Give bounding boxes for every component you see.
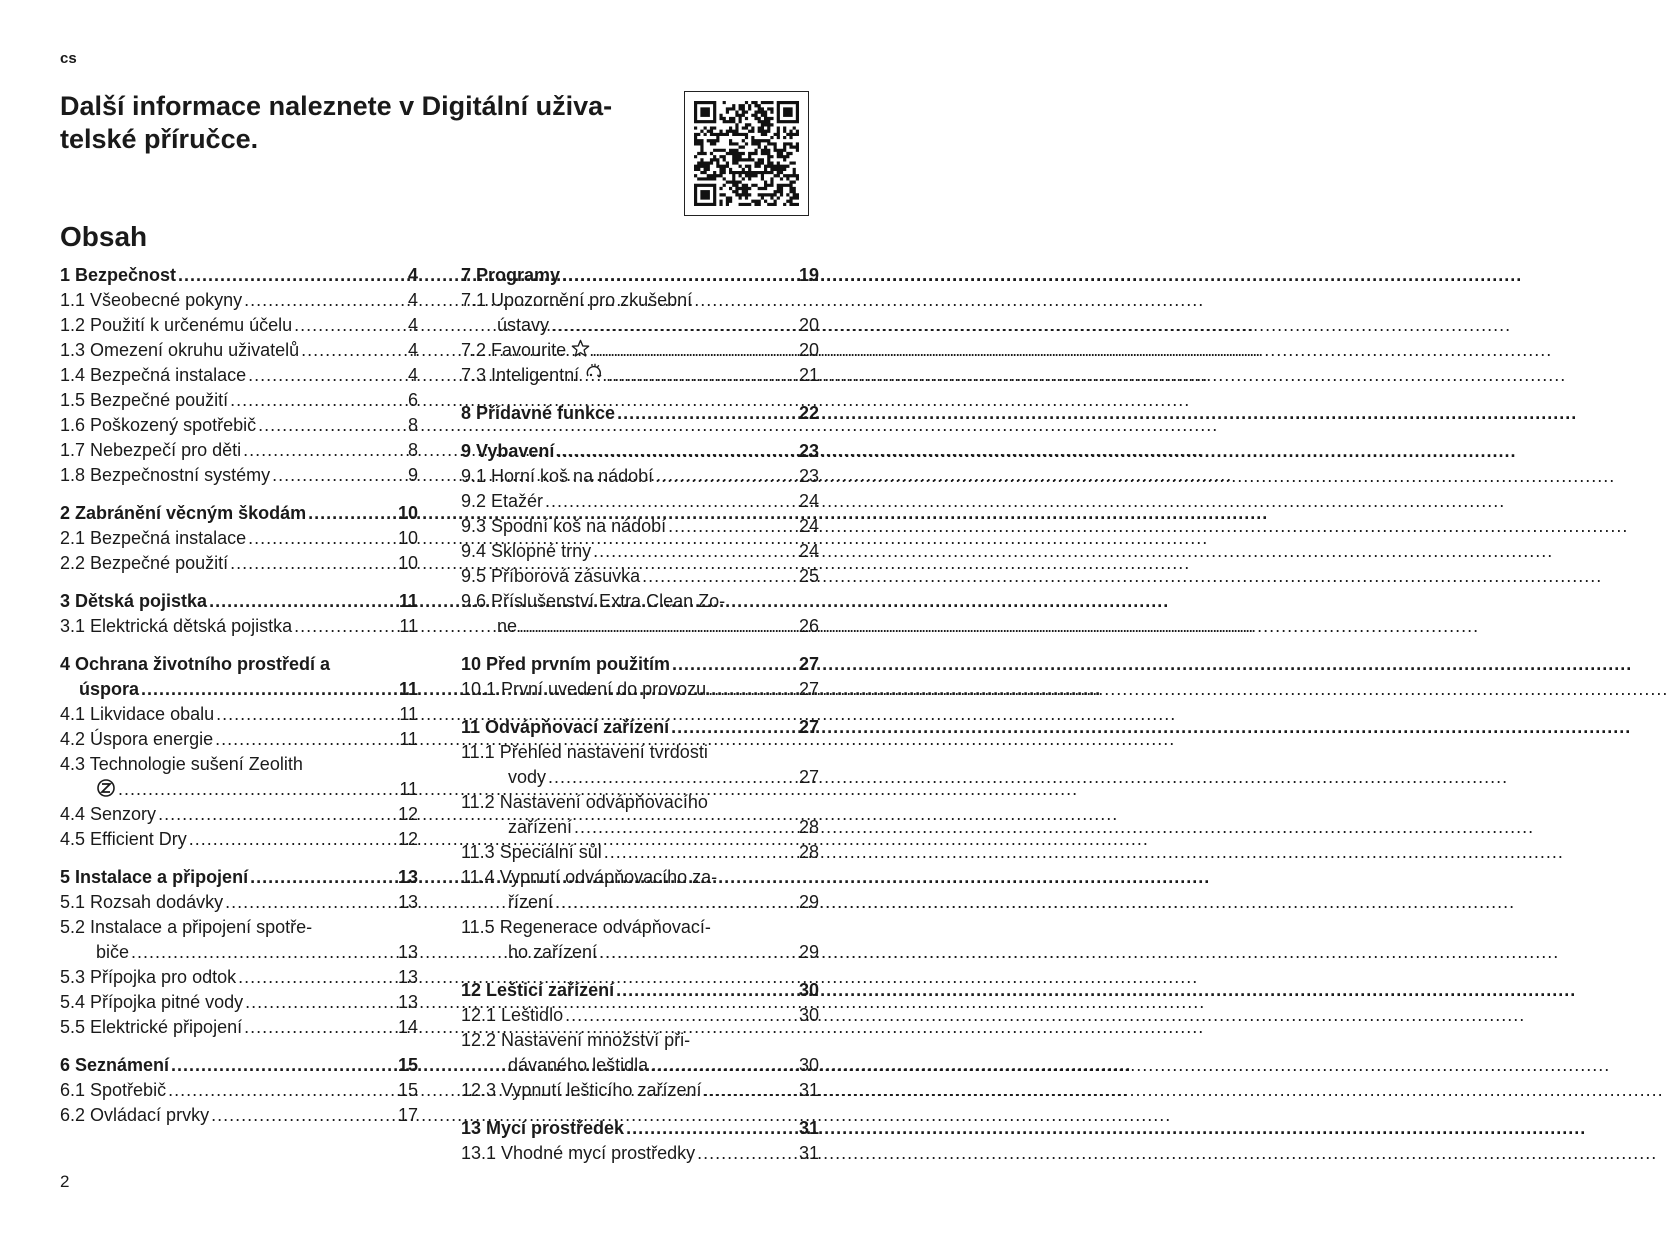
dot-leader	[171, 1053, 392, 1078]
entry-number: 7.2	[461, 340, 487, 360]
entry-page: 20	[798, 315, 819, 335]
dot-leader	[294, 614, 392, 639]
entry-page: 23	[798, 466, 819, 486]
page-number: 2	[60, 1172, 70, 1191]
entry-label: 2.2 Bezpečné použití	[60, 553, 229, 573]
toc-section-11	[461, 715, 819, 965]
toc-entry[interactable]	[60, 463, 418, 488]
entry-label: 13 Mycí prostředek	[461, 1118, 625, 1138]
entry-page: 4	[407, 365, 418, 385]
entry-page: 19	[798, 265, 819, 285]
entry-label: ho zařízení	[508, 942, 598, 962]
entry-page: 13	[397, 967, 418, 987]
entry-label: 5.5 Elektrické připojení	[60, 1017, 243, 1037]
entry-label: 1.3 Omezení okruhu uživatelů	[60, 340, 300, 360]
entry-label: 1.5 Bezpečné použití	[60, 390, 229, 410]
entry-label	[461, 363, 604, 388]
dot-leader	[211, 1103, 392, 1128]
entry-label: 12.3 Vypnutí lešticího zařízení	[461, 1080, 702, 1100]
dot-leader	[250, 865, 392, 890]
entry-label: úspora	[79, 679, 140, 699]
toc-entry[interactable]	[60, 363, 418, 388]
toc-right-column	[461, 263, 819, 1179]
entry-page: 4	[407, 340, 418, 360]
entry-page: 30	[798, 1055, 819, 1075]
entry-page: 11	[399, 779, 418, 799]
entry-page: 4	[407, 315, 418, 335]
entry-label: 9.2 Etažér	[461, 491, 544, 511]
entry-page: 27	[798, 679, 819, 699]
toc-entry[interactable]	[60, 526, 418, 551]
dot-leader	[238, 965, 392, 990]
entry-page: 27	[798, 654, 819, 674]
entry-label	[461, 338, 590, 363]
dot-leader	[141, 677, 392, 702]
entry-page: 24	[798, 491, 819, 511]
entry-label: 12 Lešticí zařízení	[461, 980, 615, 1000]
entry-page: 10	[397, 503, 418, 523]
entry-label: 6.1 Spotřebič	[60, 1080, 167, 1100]
intelligent-program-icon	[584, 363, 604, 383]
entry-page: 27	[798, 767, 819, 787]
toc-entry[interactable]	[461, 401, 819, 426]
dot-leader	[245, 990, 392, 1015]
entry-label: 1.7 Nebezpečí pro děti	[60, 440, 242, 460]
entry-label: 9.5 Příborová zásuvka	[461, 566, 641, 586]
dot-leader	[131, 940, 392, 965]
toc-entry[interactable]	[60, 890, 418, 915]
toc-entry[interactable]	[60, 1103, 418, 1128]
entry-page: 11	[399, 616, 418, 636]
toc-entry[interactable]	[461, 652, 819, 677]
toc-section-6	[60, 1053, 418, 1128]
toc-entry[interactable]	[461, 677, 819, 702]
entry-number: 7.3	[461, 365, 487, 385]
entry-label: 4.1 Likvidace obalu	[60, 704, 215, 724]
toc-section-2	[60, 501, 418, 576]
toc-entry[interactable]	[461, 313, 819, 338]
entry-page: 30	[798, 1005, 819, 1025]
toc-entry[interactable]	[461, 1078, 819, 1103]
entry-label: 4.4 Senzory	[60, 804, 157, 824]
entry-text: Inteligentní	[491, 365, 580, 385]
star-icon	[571, 339, 590, 358]
dot-leader	[655, 464, 793, 489]
entry-label: 6.2 Ovládací prvky	[60, 1105, 210, 1125]
entry-page: 26	[798, 616, 819, 636]
entry-page: 13	[397, 992, 418, 1012]
entry-label: 12.1 Leštidlo	[461, 1005, 564, 1025]
entry-label: 9.1 Horní koš na nádobí	[461, 466, 654, 486]
entry-label: 1.1 Všeobecné pokyny	[60, 290, 243, 310]
toc-entry[interactable]	[461, 715, 819, 740]
headline-line-1: Další informace naleznete v Digitální uživa-	[60, 91, 613, 121]
entry-page: 28	[798, 842, 819, 862]
toc-entry[interactable]	[60, 865, 418, 890]
dot-leader	[650, 1053, 793, 1078]
entry-page: 8	[407, 415, 418, 435]
entry-page: 17	[397, 1105, 418, 1125]
entry-label: 5.1 Rozsah dodávky	[60, 892, 224, 912]
toc-entry[interactable]	[60, 727, 418, 752]
toc-entry[interactable]	[461, 1053, 819, 1078]
entry-page: 11	[398, 591, 418, 611]
dot-leader	[168, 1078, 392, 1103]
entry-page: 24	[798, 541, 819, 561]
toc-entry[interactable]	[461, 564, 819, 589]
toc-section-13	[461, 1116, 819, 1166]
dot-leader	[668, 514, 793, 539]
toc-entry[interactable]	[60, 965, 418, 990]
toc-entry[interactable]	[60, 940, 418, 965]
entry-page: 13	[397, 892, 418, 912]
entry-label: 1.2 Použití k určenému účelu	[60, 315, 293, 335]
entry-page: 11	[399, 704, 418, 724]
entry-label: 3.1 Elektrická dětská pojistka	[60, 616, 293, 636]
entry-page: 12	[397, 804, 418, 824]
dot-leader	[216, 702, 392, 727]
dot-leader	[301, 338, 392, 363]
entry-page: 23	[798, 441, 819, 461]
dot-leader	[604, 840, 793, 865]
entry-label: 1.6 Poškozený spotřebič	[60, 415, 257, 435]
toc-entry-line-1[interactable]: 11.1 Přehled nastavení tvrdosti	[461, 742, 708, 762]
toc-entry[interactable]	[60, 777, 418, 802]
dot-leader	[178, 263, 392, 288]
toc-left-column	[60, 263, 418, 1141]
entry-page: 11	[398, 679, 418, 699]
toc-entry-line-1[interactable]: 9.6 Příslušenství Extra Clean Zo-	[461, 591, 726, 611]
toc-entry-line-1[interactable]: 5.2 Instalace a připojení spotře-	[60, 917, 313, 937]
entry-label: 4.5 Efficient Dry	[60, 829, 187, 849]
entry-label: 5.4 Přípojka pitné vody	[60, 992, 244, 1012]
entry-label: 3 Dětská pojistka	[60, 591, 208, 611]
entry-page: 10	[397, 528, 418, 548]
toc-entry[interactable]	[461, 1116, 819, 1141]
toc-entry[interactable]	[60, 338, 418, 363]
dot-leader	[189, 827, 392, 852]
toc-entry[interactable]	[60, 438, 418, 463]
toc-entry[interactable]	[60, 802, 418, 827]
toc-entry[interactable]	[60, 1078, 418, 1103]
entry-label: 6 Seznámení	[60, 1055, 170, 1075]
qr-code[interactable]	[684, 91, 809, 216]
toc-entry-line-1[interactable]: 11.5 Regenerace odvápňovací-	[461, 917, 711, 937]
digital-manual-headline	[60, 90, 670, 156]
toc-section-4	[60, 652, 418, 852]
entry-page: 24	[798, 516, 819, 536]
toc-entry[interactable]	[60, 1053, 418, 1078]
toc-section-8	[461, 401, 819, 426]
toc-entry-line-1[interactable]: 12.2 Nastavení množství při-	[461, 1030, 691, 1050]
toc-entry[interactable]	[461, 539, 819, 564]
entry-page: 25	[798, 566, 819, 586]
entry-text: Favourite	[491, 340, 567, 360]
entry-page: 29	[798, 942, 819, 962]
dot-leader	[230, 388, 392, 413]
dot-leader	[230, 551, 392, 576]
toc-entry[interactable]	[461, 439, 819, 464]
dot-leader	[272, 463, 392, 488]
entry-page: 14	[397, 1017, 418, 1037]
dot-leader	[243, 438, 392, 463]
dot-leader	[551, 313, 793, 338]
dot-leader	[209, 589, 392, 614]
entry-page: 12	[397, 829, 418, 849]
toc-entry[interactable]	[60, 677, 418, 702]
toc-entry[interactable]	[60, 288, 418, 313]
entry-page: 13	[397, 867, 418, 887]
entry-page: 15	[397, 1080, 418, 1100]
toc-section-7	[461, 263, 819, 388]
toc-entry[interactable]	[60, 388, 418, 413]
entry-label: 1 Bezpečnost	[60, 265, 177, 285]
entry-page: 8	[407, 440, 418, 460]
toc-entry-line-1[interactable]: 11.2 Nastavení odvápňovacího	[461, 792, 708, 812]
entry-page: 11	[399, 729, 418, 749]
dot-leader	[565, 1003, 793, 1028]
toc-section-12	[461, 978, 819, 1103]
toc-entry[interactable]	[60, 1015, 418, 1040]
toc-entry-line-1[interactable]: 11.4 Vypnutí odvápňovacího za-	[461, 867, 718, 887]
toc-entry[interactable]	[461, 363, 819, 388]
toc-entry[interactable]	[461, 614, 819, 639]
toc-section-1	[60, 263, 418, 488]
entry-label: 9.4 Sklopné trny	[461, 541, 592, 561]
entry-label: 11 Odvápňovací zařízení	[461, 717, 670, 737]
dot-leader	[225, 890, 392, 915]
dot-leader	[308, 501, 392, 526]
toc-entry[interactable]	[60, 501, 418, 526]
dot-leader	[626, 1116, 793, 1141]
entry-label: 5.3 Přípojka pro odtok	[60, 967, 237, 987]
qr-code-icon	[694, 101, 799, 206]
toc-entry-head-line-1[interactable]: 4 Ochrana životního prostředí a	[60, 654, 331, 674]
dot-leader	[555, 890, 793, 915]
entry-label: zařízení	[508, 817, 573, 837]
toc-section-9	[461, 439, 819, 639]
toc-entry[interactable]	[461, 890, 819, 915]
toc-section-3	[60, 589, 418, 639]
toc-entry[interactable]	[60, 614, 418, 639]
entry-label: 8 Přídavné funkce	[461, 403, 616, 423]
entry-page: 31	[798, 1118, 819, 1138]
toc-entry[interactable]	[60, 263, 418, 288]
toc-entry[interactable]	[60, 827, 418, 852]
toc-entry[interactable]	[461, 1141, 819, 1166]
entry-label: ne	[497, 616, 518, 636]
entry-page: 6	[407, 390, 418, 410]
toc-entry[interactable]	[461, 338, 819, 363]
dot-leader	[244, 1015, 392, 1040]
entry-label: 5 Instalace a připojení	[60, 867, 249, 887]
toc-entry[interactable]	[60, 313, 418, 338]
toc-section-5	[60, 865, 418, 1040]
dot-leader	[562, 263, 793, 288]
toc-entry[interactable]	[461, 263, 819, 288]
entry-page: 21	[798, 365, 819, 385]
toc-entry[interactable]	[60, 413, 418, 438]
dot-leader	[118, 777, 392, 802]
dot-leader	[294, 313, 392, 338]
dot-leader	[599, 940, 793, 965]
toc-section-10	[461, 652, 819, 702]
dot-leader	[548, 765, 793, 790]
dot-leader	[545, 489, 793, 514]
toc-title: Obsah	[60, 221, 148, 252]
toc-entry[interactable]	[461, 940, 819, 965]
entry-page: 20	[798, 340, 819, 360]
entry-label: biče	[96, 942, 130, 962]
entry-label: 9.3 Spodní koš na nádobí	[461, 516, 667, 536]
entry-label: 9 Vybavení	[461, 441, 555, 461]
dot-leader	[574, 815, 793, 840]
entry-label: 1.8 Bezpečnostní systémy	[60, 465, 271, 485]
dot-leader	[248, 363, 392, 388]
dot-leader	[616, 978, 793, 1003]
entry-page: 30	[798, 980, 819, 1000]
entry-label: 10.1 První uvedení do provozu	[461, 679, 707, 699]
entry-page: 4	[407, 265, 418, 285]
entry-label: 7 Programy	[461, 265, 561, 285]
entry-label: ústavy	[497, 315, 550, 335]
dot-leader	[708, 677, 793, 702]
toc-entry-line-1[interactable]: 7.1 Upozornění pro zkušební	[461, 290, 693, 310]
language-code: cs	[60, 50, 77, 67]
dot-leader	[592, 338, 793, 363]
headline-line-2: telské příručce.	[60, 124, 259, 154]
dot-leader	[556, 439, 793, 464]
toc-entry[interactable]	[461, 464, 819, 489]
dot-leader	[617, 401, 793, 426]
entry-label: 10 Před prvním použitím	[461, 654, 671, 674]
toc-entry[interactable]	[461, 840, 819, 865]
entry-page: 10	[397, 553, 418, 573]
dot-leader	[244, 288, 392, 313]
toc-entry[interactable]	[60, 551, 418, 576]
toc-entry[interactable]	[461, 815, 819, 840]
dot-leader	[519, 614, 793, 639]
zeolith-icon	[96, 777, 116, 802]
toc-entry[interactable]	[461, 1003, 819, 1028]
entry-page: 29	[798, 892, 819, 912]
dot-leader	[672, 652, 793, 677]
entry-label: řízení	[508, 892, 554, 912]
entry-page: 13	[397, 942, 418, 962]
entry-page: 15	[397, 1055, 418, 1075]
dot-leader	[703, 1078, 793, 1103]
dot-leader	[671, 715, 793, 740]
entry-page: 31	[798, 1080, 819, 1100]
entry-page: 28	[798, 817, 819, 837]
entry-label: 11.3 Speciální sůl	[461, 842, 602, 862]
toc-entry[interactable]	[60, 702, 418, 727]
toc-entry[interactable]	[461, 514, 819, 539]
toc-entry-line-1[interactable]: 4.3 Technologie sušení Zeolith	[60, 754, 303, 774]
entry-label: 2.1 Bezpečná instalace	[60, 528, 247, 548]
entry-label: 2 Zabránění věcným škodám	[60, 503, 307, 523]
dot-leader	[258, 413, 392, 438]
entry-label: vody	[508, 767, 547, 787]
toc-entry[interactable]	[60, 990, 418, 1015]
dot-leader	[642, 564, 793, 589]
entry-label: 13.1 Vhodné mycí prostředky	[461, 1143, 696, 1163]
dot-leader	[593, 539, 793, 564]
dot-leader	[697, 1141, 793, 1166]
dot-leader	[158, 802, 392, 827]
entry-label: 1.4 Bezpečná instalace	[60, 365, 247, 385]
entry-label: 4.2 Úspora energie	[60, 729, 214, 749]
entry-page: 31	[798, 1143, 819, 1163]
dot-leader	[215, 727, 392, 752]
toc-entry[interactable]	[461, 489, 819, 514]
dot-leader	[248, 526, 392, 551]
entry-page: 4	[407, 290, 418, 310]
entry-label: dávaného leštidla	[508, 1055, 649, 1075]
toc-entry[interactable]	[461, 765, 819, 790]
toc-entry[interactable]	[60, 589, 418, 614]
entry-page: 9	[407, 465, 418, 485]
dot-leader	[606, 363, 793, 388]
entry-page: 27	[798, 717, 819, 737]
entry-page: 22	[798, 403, 819, 423]
toc-entry[interactable]	[461, 978, 819, 1003]
